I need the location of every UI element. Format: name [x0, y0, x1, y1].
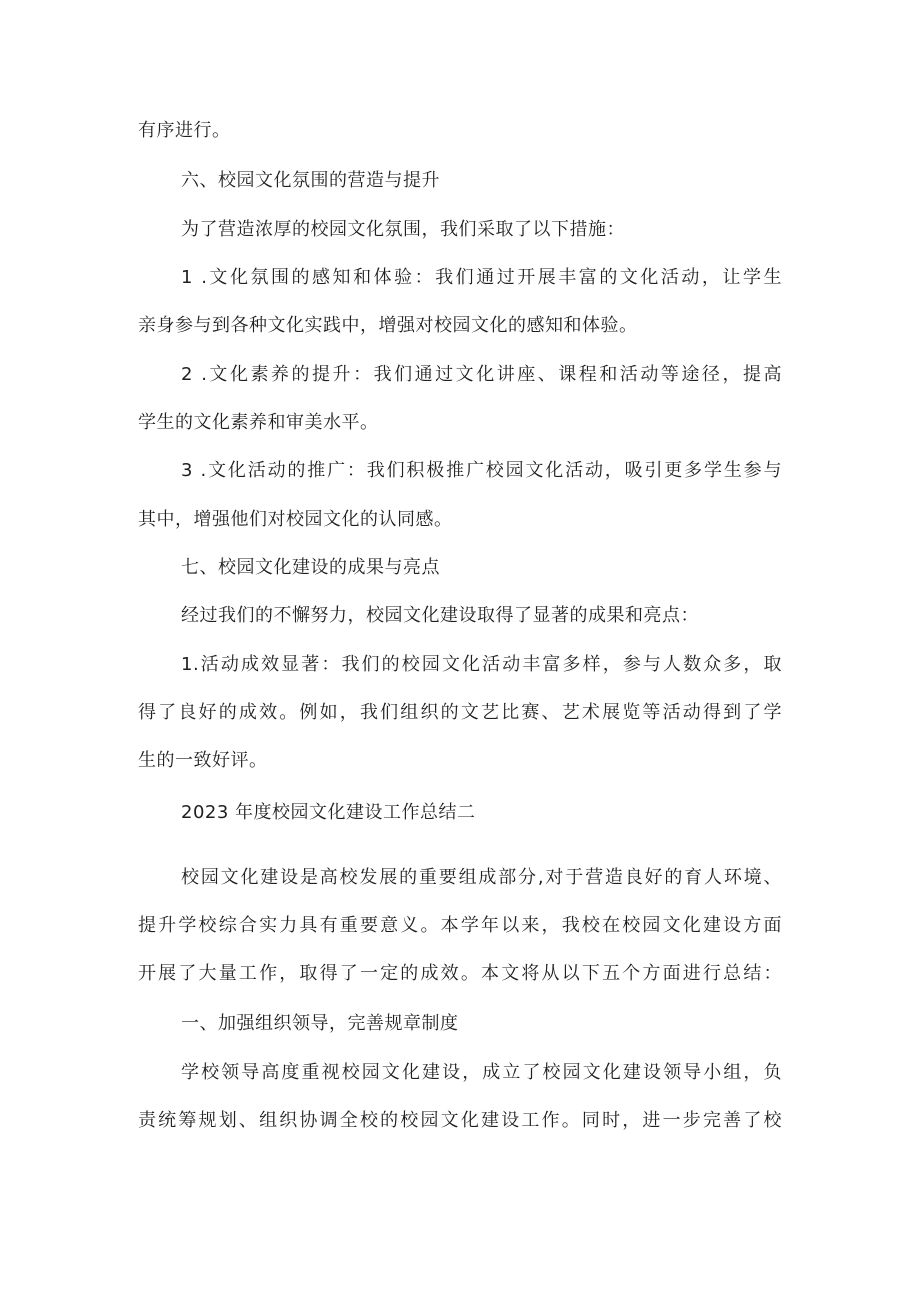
paragraph-line: 有序进行。 — [138, 120, 231, 141]
paragraph-line: 学校领导高度重视校园文化建设，成立了校园文化建设领导小组，负 — [181, 1062, 782, 1083]
paragraph-line: 经过我们的不懈努力，校园文化建设取得了显著的成果和亮点： — [181, 605, 699, 626]
paragraph-line: 开展了大量工作，取得了一定的成效。本文将从以下五个方面进行总结： — [138, 963, 782, 984]
list-item-line: 1 .文化氛围的感知和体验：我们通过开展丰富的文化活动，让学生 — [181, 267, 782, 288]
document-subtitle: 2023 年度校园文化建设工作总结二 — [181, 802, 476, 823]
paragraph-line: 提升学校综合实力具有重要意义。本学年以来，我校在校园文化建设方面 — [138, 915, 782, 936]
section-heading: 七、校园文化建设的成果与亮点 — [181, 557, 440, 578]
list-item-line: 其中，增强他们对校园文化的认同感。 — [138, 509, 453, 530]
list-item-line: 亲身参与到各种文化实践中，增强对校园文化的感知和体验。 — [138, 315, 638, 336]
paragraph-line: 为了营造浓厚的校园文化氛围，我们采取了以下措施： — [181, 219, 625, 240]
list-item-line: 得了良好的成效。例如，我们组织的文艺比赛、艺术展览等活动得到了学 — [138, 702, 782, 723]
list-item-line: 学生的文化素养和审美水平。 — [138, 412, 379, 433]
list-item-line: 1.活动成效显著：我们的校园文化活动丰富多样，参与人数众多，取 — [181, 654, 782, 675]
section-heading: 六、校园文化氛围的营造与提升 — [181, 170, 440, 191]
list-item-line: 2 .文化素养的提升：我们通过文化讲座、课程和活动等途径，提高 — [181, 364, 782, 385]
paragraph-line: 责统筹规划、组织协调全校的校园文化建设工作。同时，进一步完善了校 — [138, 1110, 782, 1131]
paragraph-line: 校园文化建设是高校发展的重要组成部分,对于营造良好的育人环境、 — [181, 867, 782, 888]
list-item-line: 3 .文化活动的推广：我们积极推广校园文化活动，吸引更多学生参与 — [181, 460, 782, 481]
section-heading: 一、加强组织领导，完善规章制度 — [181, 1013, 459, 1034]
list-item-line: 生的一致好评。 — [138, 750, 268, 771]
